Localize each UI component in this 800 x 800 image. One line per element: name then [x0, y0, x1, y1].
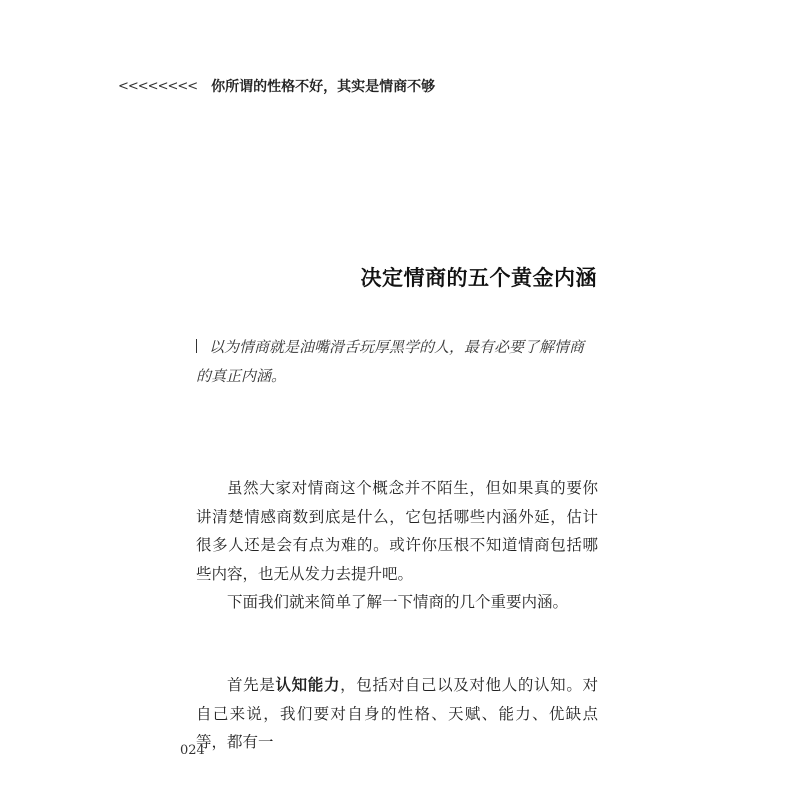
running-header	[118, 76, 435, 96]
chevrons-decoration-icon: <<<<<<<<	[118, 78, 198, 94]
section-title: 决定情商的五个黄金内涵	[360, 265, 597, 290]
quote-bar-icon	[196, 339, 197, 353]
lead-quote-text: 以为情商就是油嘴滑舌玩厚黑学的人，最有必要了解情商的真正内涵。	[196, 338, 585, 385]
body-block-2	[196, 671, 598, 757]
body-paragraph-3	[196, 671, 598, 757]
emphasis-term: 认知能力	[275, 676, 341, 694]
page-number: 024	[180, 743, 205, 758]
running-header-title: 你所谓的性格不好，其实是情商不够	[211, 79, 436, 95]
body-paragraph-3-rest: ，包括对自己以及对他人的认知。对自己来说，我们要对自身的性格、天赋、能力、优缺点等，都有一	[196, 676, 598, 751]
body-paragraph-2: 下面我们就来简单了解一下情商的几个重要内涵。	[227, 593, 569, 611]
body-paragraph-1: 虽然大家对情商这个概念并不陌生，但如果真的要你讲清楚情感商数到底是什么，它包括哪些内涵外延，估计很多人还是会有点为难的。或许你压根不知道情商包括哪些内容，也无从发力去提升吧。	[196, 479, 598, 583]
body-paragraph-3-prefix: 首先是	[227, 676, 276, 694]
body-block-1	[196, 474, 598, 617]
lead-quote	[196, 333, 598, 391]
